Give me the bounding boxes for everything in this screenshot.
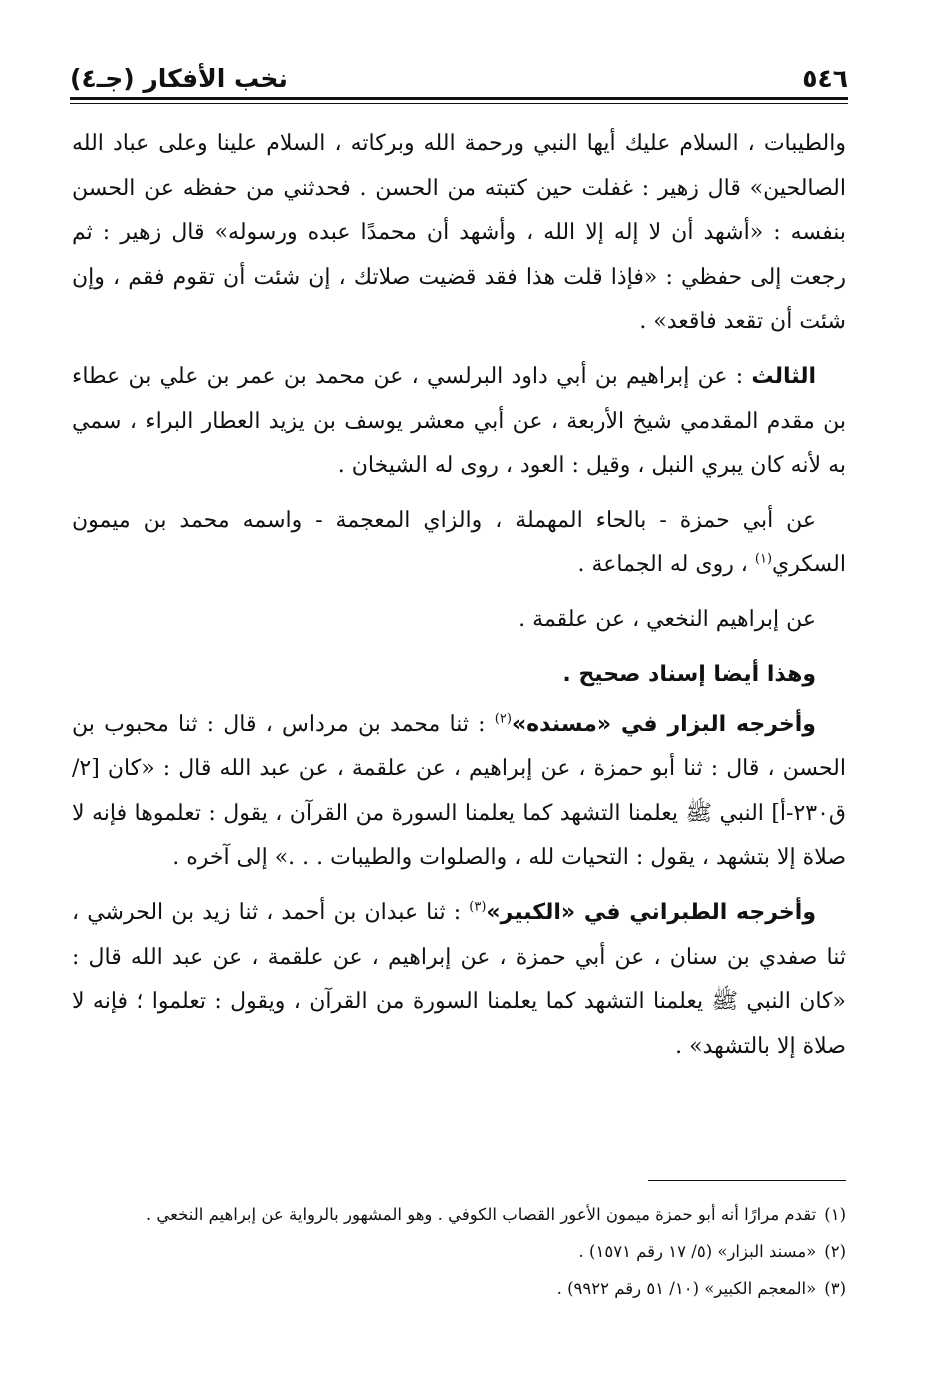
footnote-2 [72,1233,846,1270]
footnote-3 [72,1270,846,1307]
paragraph-6 [72,891,846,1069]
paragraph-3-text-a: عن أبي حمزة - بالحاء المهملة ، والزاي المعجمة - واسمه محمد بن ميمون السكري [72,507,846,578]
header-rule-thin [70,103,848,104]
paragraph-3 [72,499,846,588]
footnote-1 [72,1196,846,1233]
section-statement: وهذا أيضا إسناد صحيح . [562,661,816,687]
main-text [72,122,846,1079]
running-title: نخب الأفكار (جـ٤) [70,64,288,93]
paragraph-3-text-b: ، روى له الجماعة . [577,552,755,578]
paragraph-2-text: : عن إبراهيم بن أبي داود البرلسي ، عن محمد بن عمر بن علي بن عطاء بن مقدم المقدمي شيخ الأربعة ، عن أبي معشر يوسف بن يزيد العطار البراء ، سمي به لأنه كان يبري النبل ، وقيل : العود ، روى له الشيخان . [72,363,846,479]
footnote-ref-3: (٣) [469,899,487,915]
footnote-2-number: (٢) [824,1242,846,1261]
footnote-3-number: (٣) [824,1279,846,1298]
footnote-3-text: «المعجم الكبير» (١٠/ ٥١ رقم ٩٩٢٢) . [556,1279,817,1298]
page-number: ٥٤٦ [802,64,848,93]
running-header [70,52,848,96]
footnote-2-text: «مسند البزار» (٥/ ١٧ رقم ١٥٧١) . [578,1242,817,1261]
paragraph-6-text: : ثنا عبدان بن أحمد ، ثنا زيد بن الحرشي ، ثنا صفدي بن سنان ، عن أبي حمزة ، عن إبراهيم ، عن علقمة ، عن عبد الله قال : «كان النبي ﷺ يعلمنا التشهد كما يعلمنا السورة من القرآن ، ويقول : تعلموا ؛ فإنه لا صلاة إلا بالتشهد» . [72,899,846,1059]
paragraph-2-lead: الثالث [751,363,816,389]
paragraph-5-text: : ثنا محمد بن مرداس ، قال : ثنا محبوب بن الحسن ، قال : ثنا أبو حمزة ، عن إبراهيم ، عن علقمة ، عن عبد الله قال : «كان [٢/ ق٢٣٠-أ] النبي ﷺ يعلمنا التشهد كما يعلمنا السورة من القرآن ، يقول : تعلموها فإنه لا صلاة إلا بتشهد ، يقول : التحيات لله ، والصلوات والطيبات . . .» إلى آخره . [72,711,847,871]
paragraph-5 [72,703,846,881]
paragraph-5-lead: وأخرجه البزار في «مسنده» [511,711,816,737]
footnote-1-text: تقدم مرارًا أنه أبو حمزة ميمون الأعور القصاب الكوفي . وهو المشهور بالرواية عن إبراهيم النخعي . [145,1205,817,1224]
paragraph-6-lead: وأخرجه الطبراني في «الكبير» [486,899,816,925]
footnote-ref-2: (٢) [494,711,512,727]
paragraph-1: والطيبات ، السلام عليك أيها النبي ورحمة الله وبركاته ، السلام علينا وعلى عباد الله الصالحين» قال زهير : غفلت حين كتبته من الحسن . فحدثني من حفظه عن الحسن بنفسه : «أشهد أن لا إله إلا الله ، وأشهد أن محمدًا عبده ورسوله» قال زهير : ثم رجعت إلى حفظي : «فإذا قلت هذا فقد قضيت صلاتك ، إن شئت أن تقوم فقم ، وإن شئت أن تقعد فاقعد» . [72,131,846,335]
paragraph-2 [72,355,846,489]
footnote-separator [648,1180,846,1181]
paragraph-4: عن إبراهيم النخعي ، عن علقمة . [518,606,816,632]
footnotes [72,1196,846,1307]
footnote-1-number: (١) [824,1205,846,1224]
header-rule-thick [70,97,848,100]
footnote-ref-1: (١) [754,552,773,568]
